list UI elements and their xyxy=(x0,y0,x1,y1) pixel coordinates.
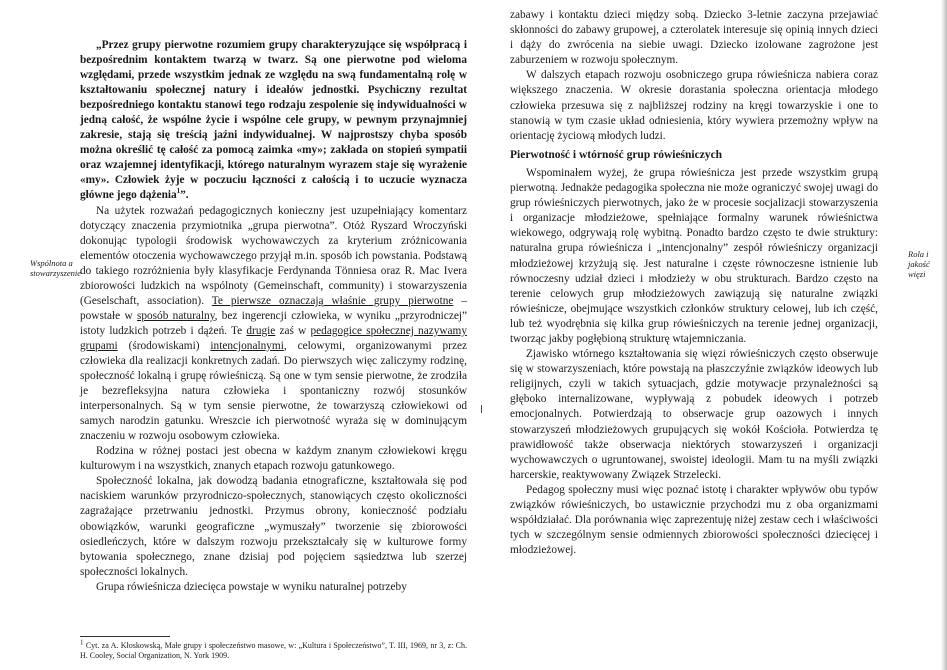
paragraph-local-community: Społeczność lokalna, jak dowodzą badania etnograficzne, kształtowała się pod naciskiem warunków przyrodniczo-społecznych, stanowiących często okoliczności zagrażające przetrwaniu jednostki. Przymus obrony, konieczność podziału obowiązków, warunki geograficzne „wymuszały” tworzenie się zbiorowości osiedleńczych, które w dalszym rozwoju przekształcały się w kulturowe formy bytowania społecznego, znane dzisiaj pod pojęciem sąsiedztwa lub szerzej społeczności lokalnych. xyxy=(80,475,467,578)
footnote-ref: 1 xyxy=(176,187,181,196)
paragraph-family: Rodzina w różnej postaci jest obecna w każdym znanym człowiekowi kręgu kulturowym i na wszystkich, znanych etapach rozwoju gatunkowego. xyxy=(80,445,467,473)
paragraph-peer-group: Grupa rówieśnicza dziecięca powstaje w wyniku naturalnej potrzeby xyxy=(96,580,407,593)
paragraph-secondary-bonds: Zjawisko wtórnego kształtowania się więzi rówieśniczych często obserwuje się w stowarzyszeniach, które powstają na płaszczyźnie związków ideowych lub religijnych, czyli w takich sytuacjach, gdzie motywacje przynależności są głęboko internalizowane, wypływają z pobudek ideowych i potrzeb emocjonalnych. Potwierdzają to obserwacje grup oazowych i innych stowarzyszeń młodzieżowych grupujących się wokół Kościoła. Potwierdza tę prawidłowość także obserwacja niektórych stowarzyszeń i organizacji wychowawczych o ugruntowanej, swoistej ideologii. Mam tu na myśli związki harcerskie, reaktywowany Związek Strzelecki. xyxy=(510,348,878,481)
right-text-column xyxy=(510,8,878,558)
cooley-quote: „Przez grupy pierwotne rozumiem grupy charakteryzujące się współpracą i bezpośrednim kontaktem twarzą w twarz. Są one pierwotne pod wieloma względami, przede wszystkim jednak ze względu na swą fundamentalną rolę w kształtowaniu społecznej natury i ideałów jednostki. Psychiczny rezultat bezpośredniego kontaktu stanowi tego rodzaju zespolenie się indywidualności w jedną całość, że wspólne życie i wspólne cele grupy, w pewnym przynajmniej zakresie, stają się treścią jaźni indywidualnej. W najprostszy chyba sposób można określić tę całość za pomocą zaimka «my»; zakłada on stopień sympatii oraz wzajemnej identyfikacji, którego naturalnym wyrazem staje się wyrażenie «my». Człowiek żyje w poczuciu łączności z całością i to uczucie wyznacza główne jego dążenia$^1$”. xyxy=(80,39,467,202)
paragraph-social-pedagogue: Pedagog społeczny musi więc poznać istotę i charakter wpływów obu typów związków rówieśniczych, bo ustawicznie przychodzi mu z oba organizmami współdziałać. Dla porównania więc zaprezentuję niżej zestaw cech i właściwości tych w szczególnym sensie odmiennych zbiorowości społeczności dziecięcej i młodzieżowej. xyxy=(510,483,878,557)
right-page xyxy=(480,0,947,670)
margin-note-left: Wspólnota a stowarzyszenie xyxy=(30,258,81,278)
margin-note-right: Rola i jakość więzi xyxy=(908,249,930,279)
footnote: $^1$ Cyt. za A. Kłoskowską, Małe grupy i społeczeństwo masowe, w: „Kultura i Społeczeństwo”, T. III, 1969, nr 3, z: Ch. H. Cooley, Social Organization, N. York 1909. xyxy=(80,638,468,660)
paragraph-play-contact: zabawy i kontaktu dzieci między sobą. Dziecko 3-letnie zaczyna przejawiać skłonności do zabawy grupowej, a czterolatek interesuje się opinią innych dzieci i dąży do zwrócenia na siebie uwagi. Dziecko izolowane zagrożone jest zaburzeniem w rozwoju społecznym. xyxy=(510,9,878,67)
footnote-divider xyxy=(80,636,170,637)
paragraph-adolescence: W dalszych etapach rozwoju osobniczego grupa rówieśnicza nabiera coraz większego znaczenia. W okresie dorastania społeczna orientacja młodego człowieka przesuwa się z najbliższej rodziny na kręgi towarzyskie i one to stanowią w tym czasie układ odniesienia, który wywiera przemożny wpływ na orientację życiową młodych ludzi. xyxy=(510,69,878,142)
paragraph-primary-groups: Na użytek rozważań pedagogicznych konieczny jest uzupełniający komentarz dotyczący znaczenia przymiotnika „grupa pierwotna”. Otóż Ryszard Wroczyński dokonując typologii środowisk wychowawczych za kryterium zróżnicowania elementów otoczenia wychowawczego przyjął m.in. sposób ich powstania. Podstawą do takiego rozróżnienia były klasyfikacje Ferdynanda Tönniesa oraz R. Mac Ivera zbiorowości ludzkich na wspólnoty (Gemeinschaft, community) i stowarzyszenia (Geselschaft, association). Te pierwsze oznaczają właśnie grupy pierwotne – powstałe w sposób naturalny, bez ingerencji człowieka, w wyniku „przyrodniczej” istoty ludzkich potrzeb i dążeń. Te drugie zaś w pedagogice społecznej nazywamy grupami (środowiskami) intencjonalnymi, celowymi, organizowanymi przez człowieka dla realizacji konkretnych zadań. Do pierwszych więc zaliczymy rodzinę, społeczność lokalną i grupę rówieśniczą. Są one w tym sensie pierwotne, że zrodziła je bezrefleksyjna natura człowieka i spontaniczny rozwój stosunków interpersonalnych. Są w tym sensie pierwotne, że towarzyszą człowiekowi od samych narodzin gatunku. Wreszcie ich pierwotność wyraża się w dominującym znaczeniu w rozwoju osobowym człowieka. xyxy=(80,204,468,443)
section-heading: Pierwotność i wtórność grup rówieśniczych xyxy=(510,148,723,161)
left-text-column xyxy=(80,38,467,595)
scan-edge-shadow xyxy=(941,0,947,670)
paragraph-primary-secondary: Wspominałem wyżej, że grupa rówieśnicza jest przede wszystkim grupą pierwotną. Jednakże pedagogika społeczna nie może ograniczyć swojej uwagi do grup rówieśniczych pierwotnych, jako że w procesie socjalizacji stowarzyszenia i organizacje młodzieżowe, spełniające formalny warunek rówieśnictwa wiekowego, odgrywają rolę wybitną. Ponadto bardzo często te dwie struktury: naturalna grupa rówieśnicza i „intencjonalny” zespół rówieśniczy organizacji młodzieżowej krzyżują się. Jest naturalne i częste równoczesne istnienie lub równoczesny udział dzieci i młodzieży w obu strukturach. Bardzo często na terenie celowych grup młodzieżowych zawiązują się naturalne związki rówieśnicze, obejmujące wszystkich członków struktury celowej, lub ich część, lub też wyodrębnia się kilka grup rówieśniczych na terenie jednej organizacji, tworząc jakby pogłębioną strukturę wtajemniczania. xyxy=(510,166,878,345)
